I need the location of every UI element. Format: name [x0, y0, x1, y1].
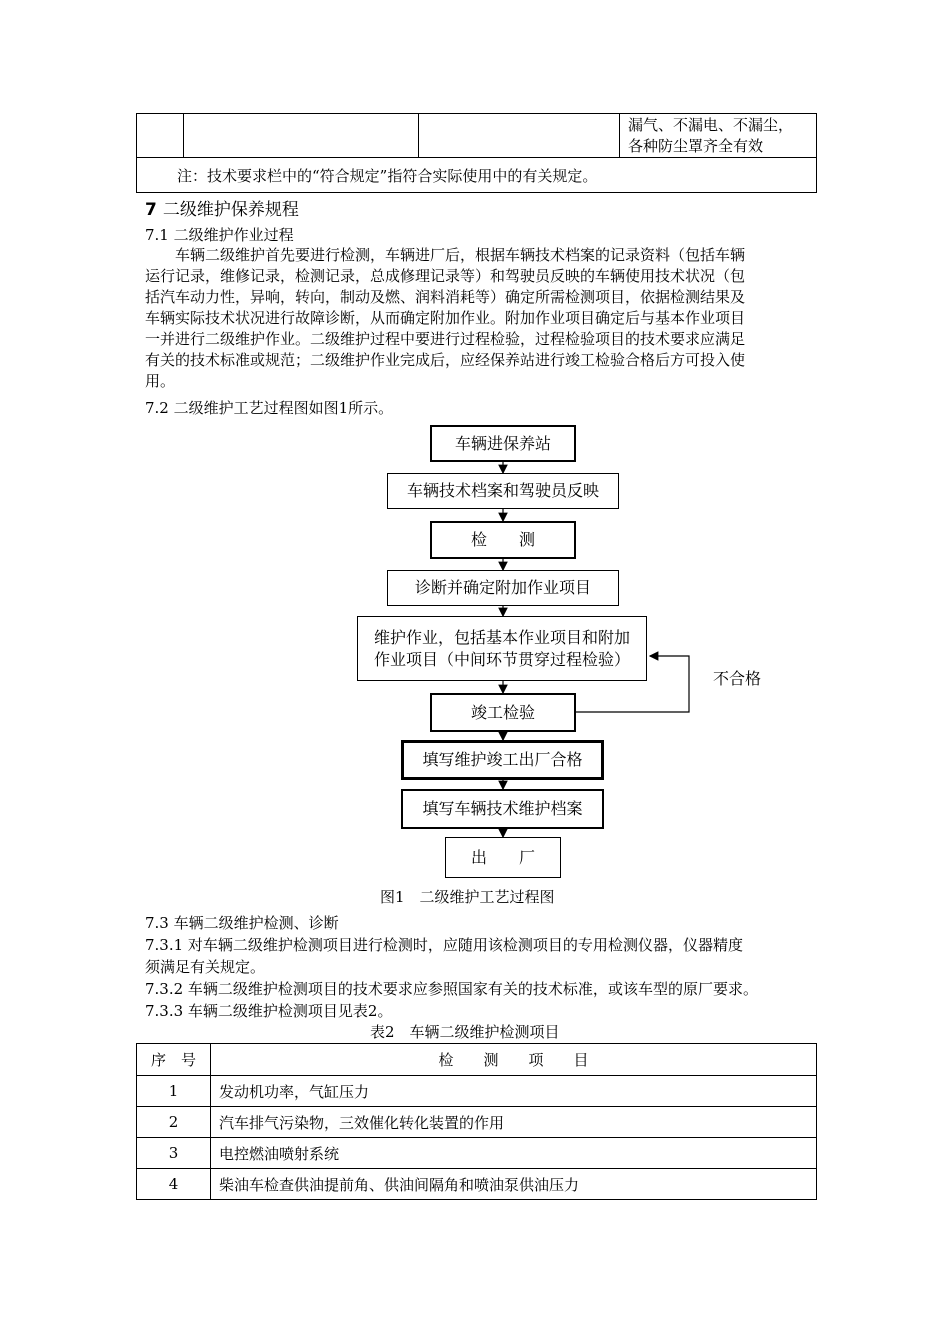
paragraph-line: 括汽车动力性，异响，转向，制动及燃、润料消耗等）确定所需检测项目，依据检测结果及	[145, 288, 746, 306]
row-no: 1	[137, 1076, 211, 1107]
table-row	[137, 1107, 817, 1138]
table2-caption: 表2 车辆二级维护检测项目	[370, 1023, 560, 1041]
header-no: 序 号	[137, 1044, 211, 1076]
flow-step-maintain-line: 维护作业，包括基本作业项目和附加	[373, 627, 630, 647]
table-note: 注：技术要求栏中的“符合规定”指符合实际使用中的有关规定。	[137, 158, 817, 193]
top-cell-line: 漏气、不漏电、不漏尘，	[628, 115, 794, 134]
subsection-7-3-heading: 7.3 车辆二级维护检测、诊断	[145, 914, 339, 932]
flow-step-maintain	[357, 616, 647, 681]
section-number: 7	[145, 200, 157, 220]
flow-step-inspect: 检 测	[430, 521, 576, 559]
row-item: 电控燃油喷射系统	[211, 1138, 817, 1169]
paragraph-line: 车辆二级维护首先要进行检测，车辆进厂后，根据车辆技术档案的记录资料（包括车辆	[145, 246, 746, 264]
table-row	[137, 1138, 817, 1169]
paragraph-line: 有关的技术标准或规范；二级维护作业完成后，应经保养站进行竣工检验合格后方可投入使	[145, 351, 746, 369]
row-no: 3	[137, 1138, 211, 1169]
paragraph-line: 运行记录，维修记录，检测记录，总成修理记录等）和驾驶员反映的车辆使用技术状况（包	[145, 267, 746, 285]
section-title-text: 二级维护保养规程	[162, 200, 299, 220]
row-item: 发动机功率，气缸压力	[211, 1076, 817, 1107]
flow-step-diagnose: 诊断并确定附加作业项目	[387, 570, 619, 606]
flow-step-exit: 出 厂	[445, 837, 561, 878]
flow-step-records: 车辆技术档案和驾驶员反映	[387, 473, 619, 509]
paragraph-line: 用。	[145, 372, 176, 390]
table-row	[137, 1076, 817, 1107]
flow-step-final-check: 竣工检验	[430, 693, 576, 732]
subsection-7-2-heading: 7.2 二级维护工艺过程图如图1所示。	[145, 399, 394, 417]
subsection-7-1-heading: 7.1 二级维护作业过程	[145, 226, 294, 244]
table-header-row	[137, 1044, 817, 1076]
paragraph-7-3-1-line2: 须满足有关规定。	[145, 958, 266, 976]
flow-step-certificate: 填写维护竣工出厂合格	[401, 740, 604, 780]
paragraph-7-3-1-line1: 7.3.1 对车辆二级维护检测项目进行检测时，应随用该检测项目的专用检测仪器，仪器精度	[145, 936, 743, 954]
paragraph-7-3-2: 7.3.2 车辆二级维护检测项目的技术要求应参照国家有关的技术标准，或该车型的原厂要求。	[145, 980, 758, 998]
top-cell-line: 各种防尘罩齐全有效	[628, 136, 764, 155]
flow-step-maintain-line: 作业项目（中间环节贯穿过程检验）	[373, 649, 630, 669]
paragraph-line: 车辆实际技术状况进行故障诊断，从而确定附加作业。附加作业项目确定后与基本作业项目	[145, 309, 746, 327]
fail-label: 不合格	[713, 669, 762, 688]
paragraph-line: 一并进行二级维护作业。二级维护过程中要进行过程检验，过程检验项目的技术要求应满足	[145, 330, 746, 348]
figure-caption: 图1 二级维护工艺过程图	[380, 888, 555, 906]
row-no: 2	[137, 1107, 211, 1138]
row-item: 柴油车检查供油提前角、供油间隔角和喷油泵供油压力	[211, 1169, 817, 1200]
flow-step-archive: 填写车辆技术维护档案	[401, 789, 604, 829]
header-item: 检 测 项 目	[211, 1044, 817, 1076]
table-row	[137, 1169, 817, 1200]
row-no: 4	[137, 1169, 211, 1200]
flow-step-enter: 车辆进保养站	[430, 425, 576, 462]
row-item: 汽车排气污染物，三效催化转化装置的作用	[211, 1107, 817, 1138]
table2	[136, 1043, 817, 1200]
paragraph-7-3-3: 7.3.3 车辆二级维护检测项目见表2。	[145, 1002, 393, 1020]
